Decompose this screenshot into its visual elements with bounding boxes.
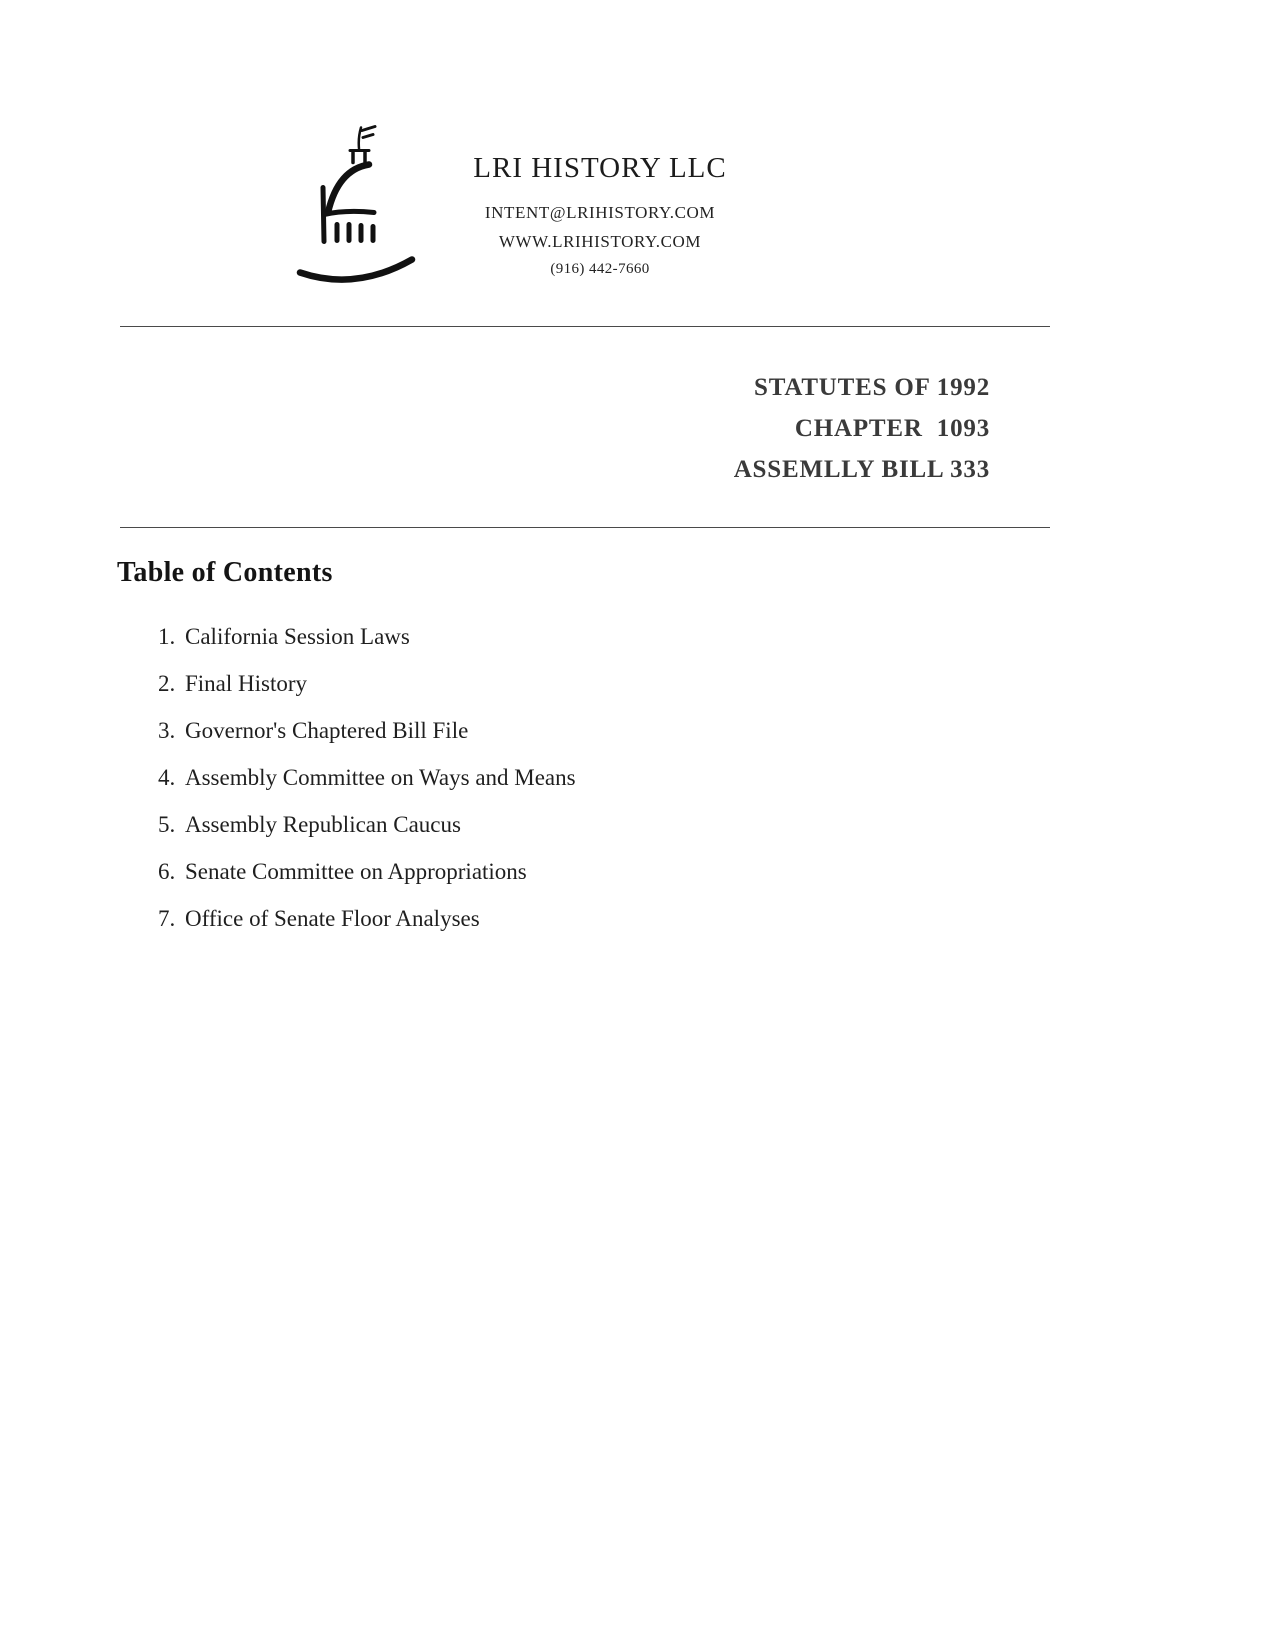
toc-item: 4. Assembly Committee on Ways and Means [181, 763, 877, 793]
company-website: WWW.LRIHISTORY.COM [498, 232, 702, 251]
chapter-line: CHAPTER 1093 [794, 415, 990, 442]
horizontal-rule-top [120, 326, 1050, 327]
toc-item: 1. California Session Laws [181, 622, 877, 652]
toc-item: 6. Senate Committee on Appropriations [181, 857, 877, 887]
toc-item: 2. Final History [181, 669, 877, 699]
toc-item: 7. Office of Senate Floor Analyses [181, 904, 877, 934]
statutes-line: STATUTES OF 1992 [754, 374, 990, 401]
toc-item: 5. Assembly Republican Caucus [181, 810, 877, 840]
company-email: INTENT@LRIHISTORY.COM [484, 203, 716, 222]
toc-item: 3. Governor's Chaptered Bill File [181, 716, 877, 746]
statute-title-block [560, 367, 990, 490]
toc-list [117, 622, 877, 951]
company-name: LRI HISTORY LLC [473, 152, 727, 184]
horizontal-rule-bottom [120, 527, 1050, 528]
company-phone: (916) 442-7660 [550, 261, 650, 277]
bill-line: ASSEMLLY BILL 333 [733, 456, 990, 483]
capitol-logo-icon [292, 122, 442, 290]
toc-heading: Table of Contents [117, 557, 333, 588]
